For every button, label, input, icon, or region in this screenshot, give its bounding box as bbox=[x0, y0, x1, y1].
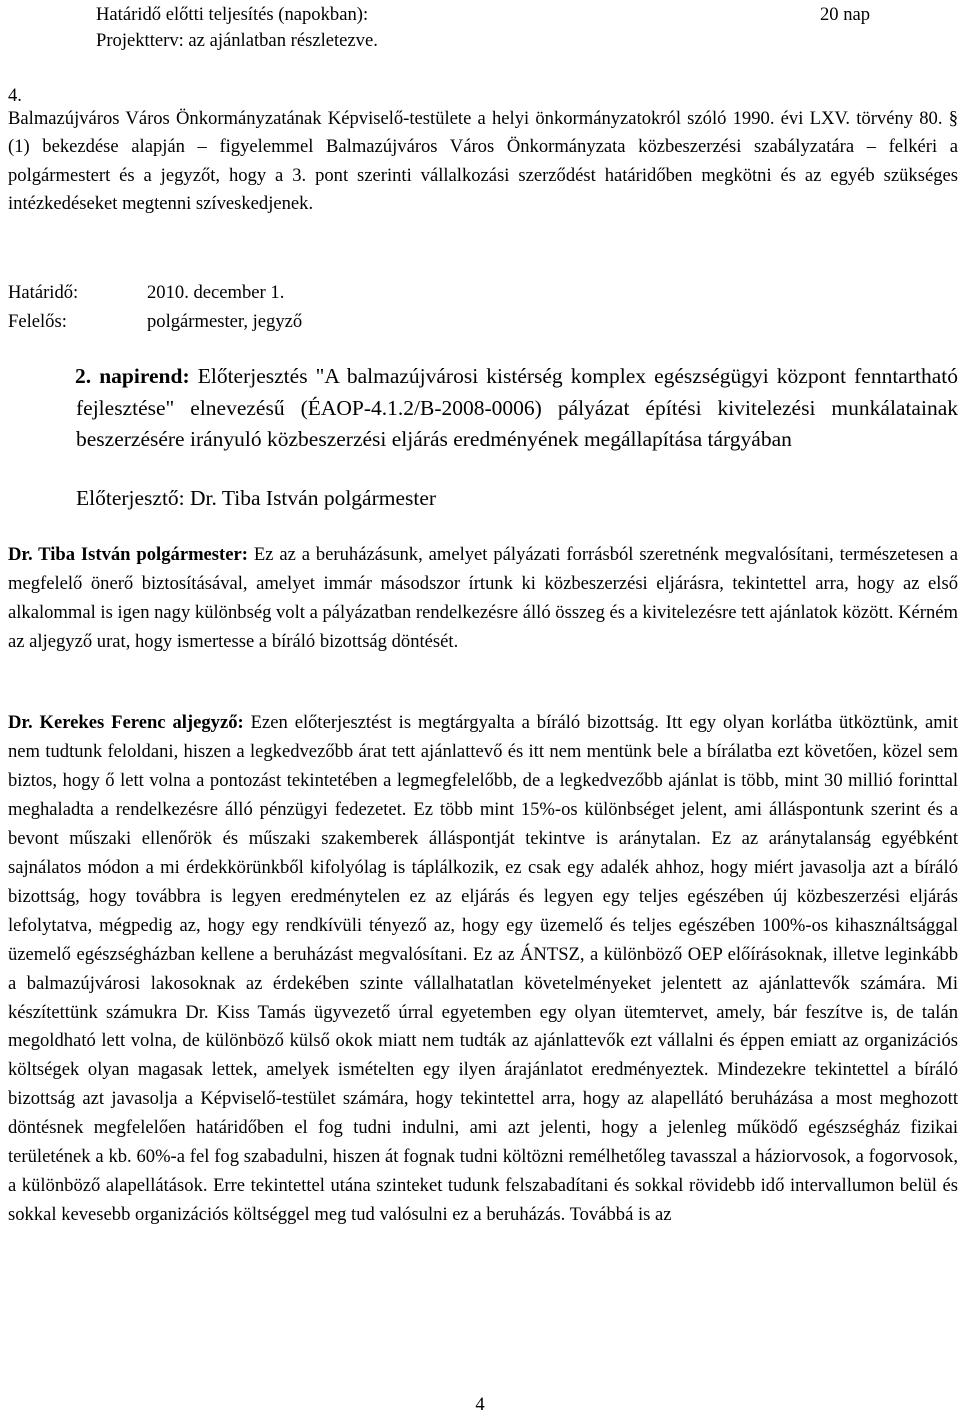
speech-tiba bbox=[8, 540, 958, 656]
agenda-number: 2. napirend: bbox=[75, 364, 190, 388]
deadline-label: Határidő előtti teljesítés (napokban): bbox=[96, 4, 369, 25]
item-text: Balmazújváros Város Önkormányzatának Képviselő-testülete a helyi önkormányzatokról szóló 1990. évi LXV. törvény 80. § (1) bekezdése alapján – figyelemmel Balmazújváros Város Önkormányzata közbeszerzési szabályzatára – felkéri a polgármestert és a jegyzőt, hogy a 3. pont szerinti vállalkozási szerződést határidőben megkötni és az egyéb szükséges intézkedéseket megtenni szíveskedjenek. bbox=[8, 108, 958, 214]
deadline-value: 20 nap bbox=[820, 4, 871, 25]
page-number: 4 bbox=[475, 1394, 485, 1415]
agenda-heading bbox=[76, 361, 958, 456]
item-responsible-label: Felelős: bbox=[8, 311, 67, 332]
item-paragraph bbox=[8, 105, 958, 218]
agenda-text: Előterjesztés "A balmazújvárosi kistérség komplex egészségügyi központ fenntartható fejlesztése" elnevezésű (ÉAOP-4.1.2/B-2008-0006) pályázat építési kivitelezési munkálatainak beszerzésére irányuló közbeszerzési eljárás eredményének megállapítása tárgyában bbox=[76, 364, 959, 451]
speech-kerekes-text: Ezen előterjesztést is megtárgyalta a bíráló bizottság. Itt egy olyan korlátba ütköztünk, amit nem tudtunk feloldani, hiszen a legkedvezőbb árat tett ajánlattevő és itt nem mentünk bele a bírálatba ezt követően, közel sem biztos, hogy ő lett volna a pontozást tekintetében a legmegfelelőbb, de a legkedvezőbb ajánlat is több, mint 30 millió forinttal meghaladta a rendelkezésre álló pénzügyi fedezetet. Ez több mint 15%-os különbséget jelent, ami álláspontunk szerint és a bevont műszaki ellenőrök és műszaki szakemberek álláspontját tekintve is aránytalan. Ez az aránytalanság egyébként sajnálatos módon a mi érdekkörünkből kifolyólag is táplálkozik, ez csak egy adalék ahhoz, hogy miért javasolja azt a bíráló bizottság, hogy továbbra is legyen eredménytelen ez az eljárás és legyen egy teljes egészében új közbeszerzési eljárás lefolytatva, mégpedig az, hogy egy rendkívüli tényező az, hogy egy üzemelő és teljes egészében 100%-os kihasználtsággal üzemelő egészségházban kellene a beruházást megvalósítani. Ez az ÁNTSZ, a különböző OEP előírásoknak, illetve leginkább a balmazújvárosi lakosoknak az érdekében szinte vállalhatatlan követelményeket jelentett az ajánlattevők számára. Mi készítettünk számukra Dr. Kiss Tamás ügyvezető úrral egyetemben egy olyan ütemtervet, amely, bár feszítve is, de talán megoldható lett volna, de különböző külső okok miatt nem tudták az ajánlattevők ezt vállalni és éppen emiatt az organizációs költségek olyan magasak lettek, amelyek ismételten egy ilyen árajánlatot eredményeztek. Mindezekre tekintettel a bíráló bizottság azt javasolja a Képviselő-testület számára, hogy tekintettel arra, hogy az alapellátó beruházása a most meghozott döntésnek megfelelően határidőben el fog tudni indulni, ami azt jelenti, hogy a jelenleg működő egészségház fizikai területének a kb. 60%-a fel fog szabadulni, hiszen át fognak tudni költözni remélhetőleg tavasszal a háziorvosok, a fogorvosok, a különböző alapellátások. Erre tekintettel utána szinteket tudunk felszabadítani és sokkal rövidebb idő intervallumon belül és sokkal kevesebb organizációs költséggel meg tud valósulni ez a beruházás. Továbbá is az bbox=[8, 712, 958, 1226]
item-number: 4. bbox=[8, 85, 22, 106]
speaker-tiba: Dr. Tiba István polgármester: bbox=[8, 544, 248, 565]
item-responsible-row bbox=[8, 307, 302, 336]
item-deadline-label: Határidő: bbox=[8, 282, 79, 303]
speaker-kerekes: Dr. Kerekes Ferenc aljegyző: bbox=[8, 712, 244, 733]
deadline-line bbox=[96, 0, 886, 29]
project-plan-line: Projektterv: az ajánlatban részletezve. bbox=[96, 30, 378, 51]
speech-tiba-text: Ez az a beruházásunk, amelyet pályázati forrásból szeretnénk megvalósítani, természetesen a megfelelő önerő biztosításával, amelyet immár másodszor írtunk ki közbeszerzési eljárásra, tekintettel arra, hogy az első alkalommal is igen nagy különbség volt a pályázatban rendelkezésre álló összeg és a kivitelezésre tett ajánlatok között. Kérném az aljegyző urat, hogy ismertesse a bíráló bizottság döntését. bbox=[8, 544, 958, 652]
speech-kerekes bbox=[8, 709, 958, 1230]
item-responsible-value: polgármester, jegyző bbox=[147, 311, 303, 332]
item-deadline-value: 2010. december 1. bbox=[147, 282, 285, 303]
agenda-presenter: Előterjesztő: Dr. Tiba István polgármester bbox=[76, 486, 437, 510]
item-deadline-row bbox=[8, 278, 284, 307]
